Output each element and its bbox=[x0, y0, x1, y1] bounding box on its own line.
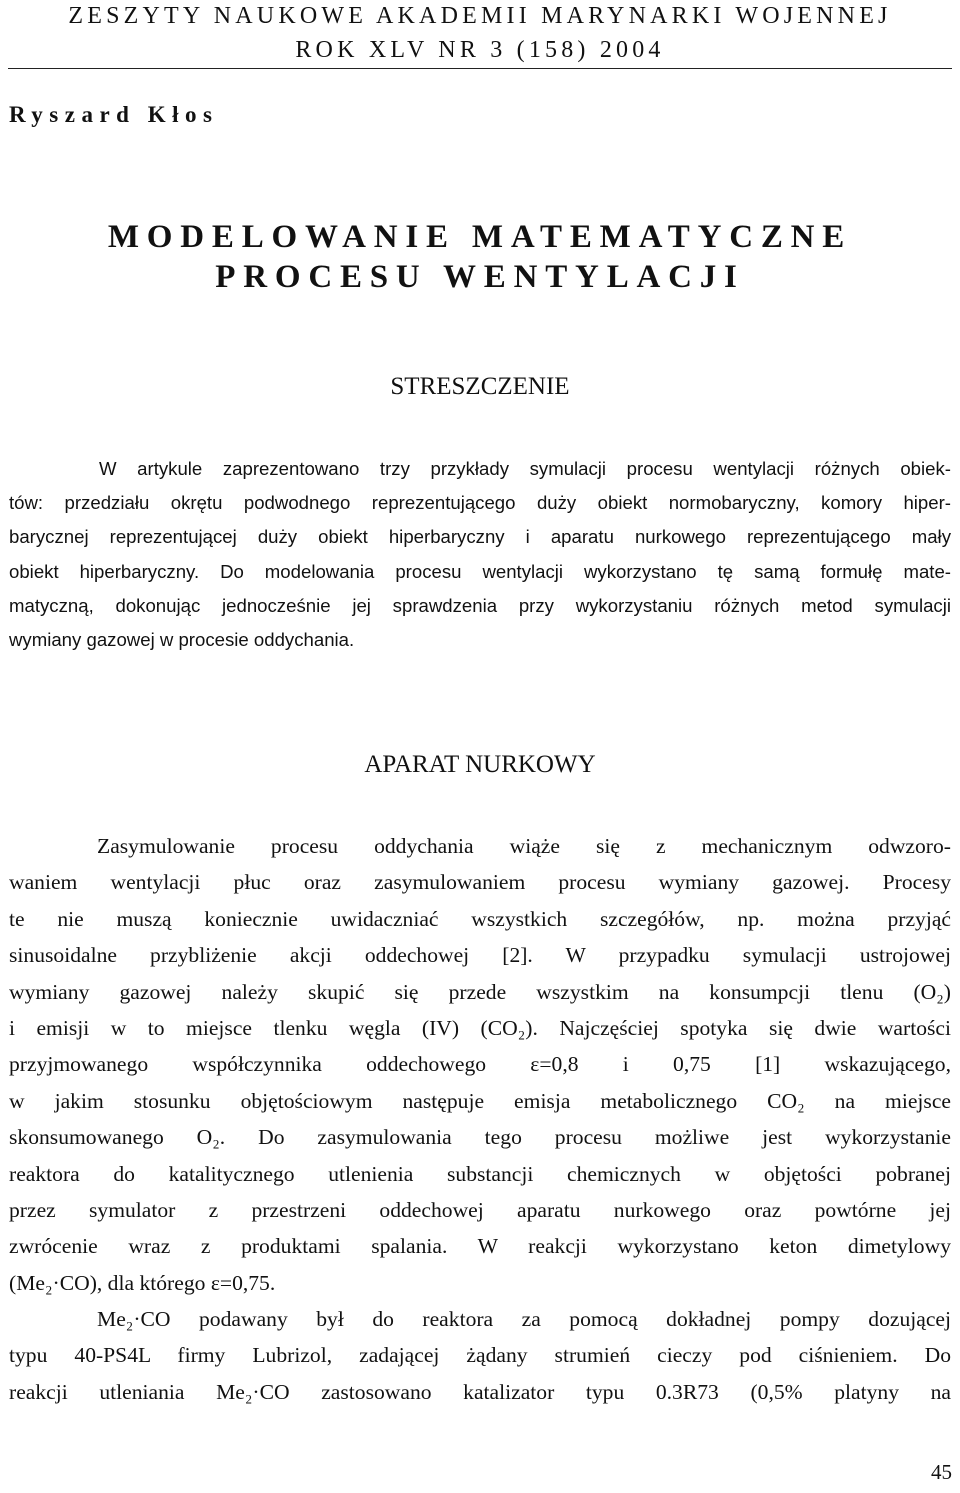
body-line: skonsumowanego O₂. Do zasymulowania tego procesu możliwe jest wykorzystanie bbox=[9, 1125, 951, 1150]
abstract-line: W artykule zaprezentowano trzy przykłady symulacji procesu wentylacji różnych obiek- bbox=[99, 458, 951, 479]
header-rule bbox=[8, 68, 952, 69]
abstract-line: wymiany gazowej w procesie oddychania. bbox=[9, 628, 355, 650]
abstract-line: obiekt hiperbaryczny. Do modelowania procesu wentylacji wykorzystano tę samą formułę mate- bbox=[9, 560, 951, 582]
abstract-text bbox=[9, 452, 951, 657]
abstract-line: barycznej reprezentującej duży obiekt hiperbaryczny i aparatu nurkowego reprezentującego mały bbox=[9, 526, 951, 548]
body-line: reaktora do katalitycznego utlenienia substancji chemicznych w objętości pobranej bbox=[9, 1161, 951, 1186]
body-line: przez symulator z przestrzeni oddechowej aparatu nurkowego oraz powtórne jej bbox=[9, 1197, 951, 1222]
body-line: zwrócenie wraz z produktami spalania. W reakcji wykorzystano keton dimetylowy bbox=[9, 1234, 951, 1259]
article-title-line-2: PROCESU WENTYLACJI bbox=[215, 259, 745, 295]
body-line: przyjmowanego współczynnika oddechowego ε=0,8 i 0,75 [1] wskazującego, bbox=[9, 1052, 951, 1077]
section-heading: APARAT NURKOWY bbox=[364, 751, 596, 778]
abstract-heading: STRESZCZENIE bbox=[390, 373, 570, 400]
journal-name: ZESZYTY NAUKOWE AKADEMII MARYNARKI WOJENNEJ bbox=[68, 3, 892, 29]
body-line: te nie muszą koniecznie uwidaczniać wszystkich szczegółów, np. można przyjąć bbox=[9, 906, 951, 931]
body-line: typu 40-PS4L firmy Lubrizol, zadającej żądany strumień cieczy pod ciśnieniem. Do bbox=[9, 1343, 951, 1368]
abstract-line: matyczną, dokonując jednocześnie jej sprawdzenia przy wykorzystaniu różnych metod symulacji bbox=[9, 594, 951, 616]
author-name: Ryszard Kłos bbox=[9, 102, 219, 127]
article-title-line-1: MODELOWANIE MATEMATYCZNE bbox=[107, 219, 853, 255]
section-body bbox=[9, 828, 951, 1410]
page-number: 45 bbox=[931, 1460, 952, 1484]
body-line: i emisji w to miejsce tlenku węgla (IV) (CO₂). Najczęściej spotyka się dwie wartości bbox=[9, 1015, 951, 1040]
journal-issue: ROK XLV NR 3 (158) 2004 bbox=[295, 37, 665, 63]
body-line: wymiany gazowej należy skupić się przede wszystkim na konsumpcji tlenu (O₂) bbox=[9, 979, 951, 1004]
body-line: sinusoidalne przybliżenie akcji oddechowej [2]. W przypadku symulacji ustrojowej bbox=[9, 943, 951, 968]
abstract-line: tów: przedziału okrętu podwodnego reprezentującego duży obiekt normobaryczny, komory hiper- bbox=[9, 492, 951, 514]
body-line: (Me₂·CO), dla którego ε=0,75. bbox=[9, 1270, 276, 1295]
body-line: w jakim stosunku objętościowym następuje emisja metabolicznego CO₂ na miejsce bbox=[9, 1088, 951, 1113]
body-line: waniem wentylacji płuc oraz zasymulowaniem procesu wymiany gazowej. Procesy bbox=[9, 870, 951, 895]
body-line: Me₂·CO podawany był do reaktora za pomocą dokładnej pompy dozującej bbox=[97, 1307, 951, 1332]
body-line: Zasymulowanie procesu oddychania wiąże się z mechanicznym odwzoro- bbox=[97, 834, 951, 858]
body-line: reakcji utleniania Me₂·CO zastosowano katalizator typu 0.3R73 (0,5% platyny na bbox=[9, 1379, 951, 1404]
